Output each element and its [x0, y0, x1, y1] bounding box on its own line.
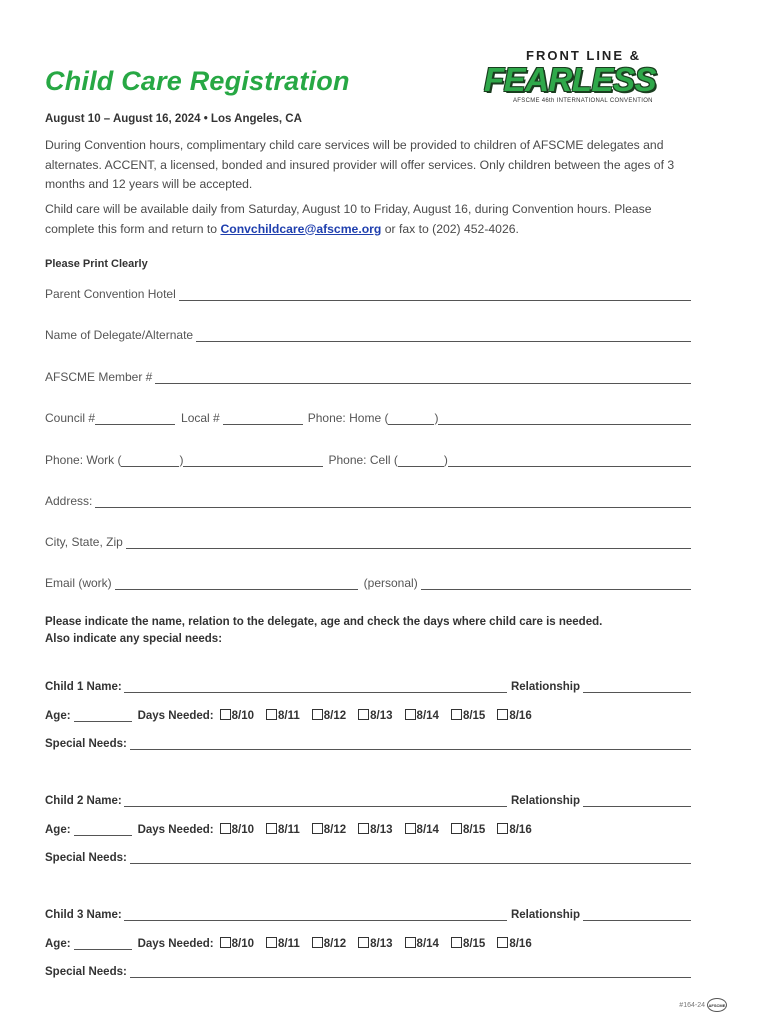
address-row — [45, 492, 691, 508]
day-checkbox-8-11[interactable] — [266, 937, 300, 950]
day-label: 8/16 — [509, 938, 532, 950]
day-checkbox-8-14[interactable] — [405, 709, 439, 722]
day-checkbox-8-12[interactable] — [312, 823, 346, 836]
checkbox-icon[interactable] — [266, 823, 277, 834]
phone-row — [45, 451, 691, 467]
special-needs-field[interactable] — [130, 737, 691, 750]
day-label: 8/11 — [278, 710, 300, 722]
day-label: 8/16 — [509, 710, 532, 722]
day-label: 8/13 — [370, 824, 393, 836]
phone-work-label: Phone: Work ( — [45, 453, 122, 467]
age-field[interactable] — [74, 709, 132, 722]
email-work-label: Email (work) — [45, 576, 112, 590]
member-field[interactable] — [155, 371, 691, 384]
day-label: 8/15 — [462, 710, 486, 722]
delegate-label: Name of Delegate/Alternate — [45, 328, 194, 342]
delegate-row — [45, 326, 691, 342]
checkbox-icon[interactable] — [266, 709, 277, 720]
delegate-field[interactable] — [196, 329, 691, 342]
form-code: #164-24 — [679, 1001, 705, 1009]
day-checkbox-8-15[interactable] — [451, 709, 485, 722]
instructions-line-1: Please indicate the name, relation to the delegate, age and check the days where child care is needed. — [45, 616, 603, 628]
day-checkbox-8-13[interactable] — [358, 937, 392, 950]
day-checkbox-8-16[interactable] — [497, 823, 531, 836]
email-link[interactable]: Convchildcare@afscme.org — [220, 221, 382, 236]
day-label: 8/12 — [323, 938, 347, 950]
relationship-label: Relationship — [510, 681, 580, 693]
logo-tagline: FRONT LINE & — [526, 48, 641, 63]
member-row — [45, 368, 691, 384]
day-label: 8/15 — [462, 938, 486, 950]
address-label: Address: — [45, 494, 93, 508]
day-checkbox-8-10[interactable] — [220, 709, 254, 722]
council-field[interactable] — [95, 412, 175, 425]
hotel-field[interactable] — [179, 288, 691, 301]
footer — [679, 998, 727, 1012]
child-1-special-row — [45, 734, 691, 750]
age-label: Age: — [45, 824, 71, 836]
print-clearly-heading: Please Print Clearly — [45, 258, 148, 270]
checkbox-icon[interactable] — [497, 709, 508, 720]
event-dates: August 10 – August 16, 2024 • Los Angeles, CA — [45, 113, 302, 125]
phone-cell-label: Phone: Cell ( — [328, 453, 398, 467]
day-checkbox-8-14[interactable] — [405, 823, 439, 836]
phone-cell-field[interactable] — [448, 454, 691, 467]
child-3-special-row — [45, 962, 691, 978]
relationship-label: Relationship — [510, 795, 580, 807]
phone-work-area-field[interactable] — [121, 454, 179, 467]
checkbox-icon[interactable] — [451, 937, 462, 948]
phone-cell-area-field[interactable] — [398, 454, 444, 467]
age-field[interactable] — [74, 823, 132, 836]
hotel-row — [45, 285, 691, 301]
checkbox-icon[interactable] — [451, 823, 462, 834]
day-checkbox-8-14[interactable] — [405, 937, 439, 950]
checkbox-icon[interactable] — [451, 709, 462, 720]
instructions-line-2: Also indicate any special needs: — [45, 633, 223, 645]
day-checkbox-8-12[interactable] — [312, 709, 346, 722]
day-checkbox-8-15[interactable] — [451, 823, 485, 836]
special-needs-label: Special Needs: — [45, 738, 127, 750]
city-field[interactable] — [126, 536, 691, 549]
day-label: 8/10 — [231, 824, 255, 836]
checkbox-icon[interactable] — [358, 937, 369, 948]
relationship-field[interactable] — [583, 908, 691, 921]
checkbox-icon[interactable] — [220, 709, 231, 720]
local-field[interactable] — [223, 412, 303, 425]
council-label: Council # — [45, 411, 96, 425]
logo-wordmark: FEARLESS — [484, 61, 657, 98]
child-name-label: Child 3 Name: — [45, 909, 122, 921]
phone-home-field[interactable] — [438, 412, 691, 425]
day-checkbox-8-11[interactable] — [266, 823, 300, 836]
special-needs-field[interactable] — [130, 965, 691, 978]
day-label: 8/11 — [278, 938, 300, 950]
day-checkbox-8-10[interactable] — [220, 823, 254, 836]
child-name-field[interactable] — [124, 794, 507, 807]
day-label: 8/11 — [278, 824, 300, 836]
checkbox-icon[interactable] — [405, 937, 416, 948]
day-checkbox-8-11[interactable] — [266, 709, 300, 722]
child-2-name-row — [45, 791, 691, 807]
day-checkbox-8-13[interactable] — [358, 823, 392, 836]
child-1-age-row — [45, 706, 691, 722]
age-label: Age: — [45, 938, 71, 950]
relationship-field[interactable] — [583, 794, 691, 807]
age-label: Age: — [45, 710, 71, 722]
days-needed-label: Days Needed: — [137, 710, 214, 722]
day-label: 8/14 — [416, 710, 439, 722]
checkbox-icon[interactable] — [220, 937, 231, 948]
day-label: 8/12 — [323, 710, 347, 722]
special-needs-label: Special Needs: — [45, 966, 127, 978]
logo-subtitle: AFSCME 46th INTERNATIONAL CONVENTION — [513, 98, 653, 104]
checkbox-icon[interactable] — [358, 709, 369, 720]
day-checkbox-8-13[interactable] — [358, 709, 392, 722]
intro-paragraph-2 — [45, 200, 685, 239]
checkbox-icon[interactable] — [497, 823, 508, 834]
special-needs-label: Special Needs: — [45, 852, 127, 864]
checkbox-icon[interactable] — [358, 823, 369, 834]
checkbox-icon[interactable] — [405, 823, 416, 834]
checkbox-icon[interactable] — [266, 937, 277, 948]
child-2-special-row — [45, 848, 691, 864]
child-3-age-row — [45, 934, 691, 950]
phone-work-paren: ) — [179, 453, 184, 467]
day-label: 8/14 — [416, 938, 439, 950]
age-field[interactable] — [74, 937, 132, 950]
intro-paragraph-1: During Convention hours, complimentary child care services will be provided to children of AFSCME delegates and alternates. ACCENT, a licensed, bonded and insured provider will offer services. Only children between the ages of 3 months and 12 years will be accepted. — [45, 138, 675, 191]
checkbox-icon[interactable] — [312, 937, 323, 948]
convention-logo — [478, 48, 693, 106]
child-name-field[interactable] — [124, 908, 507, 921]
day-checkbox-8-10[interactable] — [220, 937, 254, 950]
child-name-label: Child 2 Name: — [45, 795, 122, 807]
child-name-field[interactable] — [124, 680, 507, 693]
city-label: City, State, Zip — [45, 535, 123, 549]
days-needed-label: Days Needed: — [137, 938, 214, 950]
email-personal-field[interactable] — [421, 577, 691, 590]
relationship-field[interactable] — [583, 680, 691, 693]
day-checkbox-8-16[interactable] — [497, 937, 531, 950]
checkbox-icon[interactable] — [220, 823, 231, 834]
form-title: Child Care Registration — [45, 66, 350, 96]
day-label: 8/14 — [416, 824, 439, 836]
email-row — [45, 574, 691, 590]
day-checkbox-8-15[interactable] — [451, 937, 485, 950]
day-label: 8/10 — [231, 710, 255, 722]
checkbox-icon[interactable] — [405, 709, 416, 720]
address-field[interactable] — [95, 495, 691, 508]
city-row — [45, 533, 691, 549]
intro-text-a: Child care will be available daily from Saturday, August 10 to Friday, August 16, during Convention hours. Please complete this form and return to — [45, 202, 652, 236]
council-local-row — [45, 409, 691, 425]
email-work-field[interactable] — [115, 577, 358, 590]
day-label: 8/13 — [370, 710, 393, 722]
phone-cell-paren: ) — [443, 453, 448, 467]
checkbox-icon[interactable] — [497, 937, 508, 948]
special-needs-field[interactable] — [130, 851, 691, 864]
child-instructions — [45, 614, 705, 648]
child-2-age-row — [45, 820, 691, 836]
day-label: 8/12 — [323, 824, 347, 836]
phone-home-paren: ) — [434, 411, 439, 425]
child-name-label: Child 1 Name: — [45, 681, 122, 693]
child-1-name-row — [45, 677, 691, 693]
child-3-name-row — [45, 905, 691, 921]
phone-work-field[interactable] — [183, 454, 323, 467]
afscme-logo: AFSCME — [707, 998, 727, 1012]
intro-text-b: or fax to (202) 452-4026. — [381, 221, 519, 236]
phone-home-label: Phone: Home ( — [307, 411, 389, 425]
member-label: AFSCME Member # — [45, 370, 153, 384]
day-label: 8/13 — [370, 938, 393, 950]
days-needed-label: Days Needed: — [137, 824, 214, 836]
email-personal-label: (personal) — [363, 576, 418, 590]
relationship-label: Relationship — [510, 909, 580, 921]
checkbox-icon[interactable] — [312, 823, 323, 834]
day-checkbox-8-16[interactable] — [497, 709, 531, 722]
hotel-label: Parent Convention Hotel — [45, 287, 176, 301]
day-checkbox-8-12[interactable] — [312, 937, 346, 950]
day-label: 8/16 — [509, 824, 532, 836]
local-label: Local # — [181, 411, 220, 425]
day-label: 8/10 — [231, 938, 255, 950]
day-label: 8/15 — [462, 824, 486, 836]
phone-home-area-field[interactable] — [388, 412, 434, 425]
checkbox-icon[interactable] — [312, 709, 323, 720]
